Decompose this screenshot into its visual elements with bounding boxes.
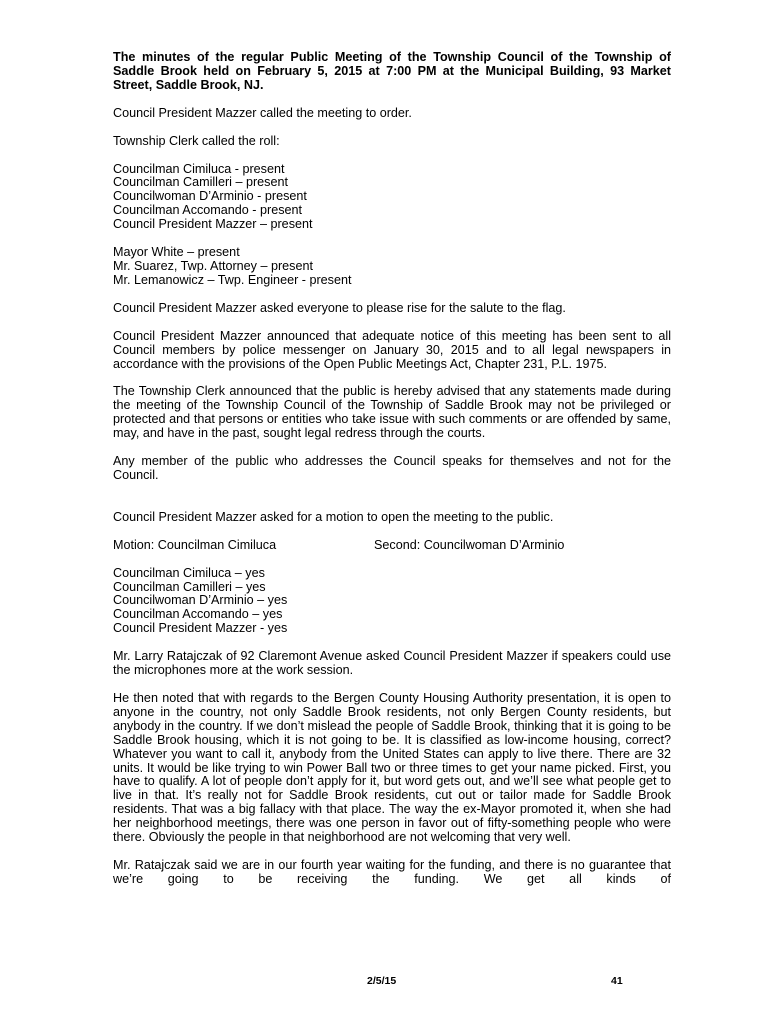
roll-entry: Councilman Accomando - present <box>113 203 303 218</box>
vote-entry: Councilman Camilleri – yes <box>113 579 266 594</box>
roll-entry: Councilwoman D’Arminio - present <box>113 189 307 204</box>
ratajczak-housing-paragraph: He then noted that with regards to the Bergen County Housing Authority presentation, it is open to anyone in the country, not only Saddle Brook residents, not only Bergen County residents, but anybody in the country. If we don’t mislead the people of Saddle Brook, thinking that it is going to be Saddle Brook housing, which it is not going to be. It is classified as low-income housing, correct? Whatever you want to call it, anybody from the United States can apply to live there. There are 32 units. It would be like trying to win Power Ball two or three times to get your name picked. First, you have to qualify. A lot of people don’t apply for it, but word gets out, and we’ll see what people get to live in that. It’s really not for Saddle Brook residents, cut out or tailor made for Saddle Brook residents. That was a big fallacy with that place. The way the ex-Mayor promoted it, when she had her neighborhood meetings, there was one person in favor out of fifty-something people who were there. Obviously the people in that neighborhood are not welcoming that very well. <box>113 691 671 845</box>
vote-entry: Council President Mazzer - yes <box>113 621 288 636</box>
motion-request-paragraph: Council President Mazzer asked for a motion to open the meeting to the public. <box>113 509 554 524</box>
adequate-notice-paragraph: Council President Mazzer announced that adequate notice of this meeting has been sent to all Council members by police messenger on January 30, 2015 and to all legal newspapers in accordance with the provisions of the Open Public Meetings Act, Chapter 231, P.L. 1975. <box>113 328 671 371</box>
roll-entry: Mr. Suarez, Twp. Attorney – present <box>113 258 313 273</box>
ratajczak-microphone-paragraph: Mr. Larry Ratajczak of 92 Claremont Avenue asked Council President Mazzer if speakers could use the microphones more at the work session. <box>113 649 671 678</box>
vote-list <box>113 567 671 637</box>
roll-call-intro: Township Clerk called the roll: <box>113 133 280 148</box>
vote-entry: Councilwoman D’Arminio – yes <box>113 593 288 608</box>
roll-entry: Councilman Camilleri – present <box>113 175 288 190</box>
motion-mover: Motion: Councilman Cimiluca <box>113 537 277 552</box>
minutes-heading: The minutes of the regular Public Meeting of the Township Council of the Township of Saddle Brook held on February 5, 2015 at 7:00 PM at the Municipal Building, 93 Market Street, Saddle Brook, NJ. <box>113 50 671 92</box>
footer-date: 2/5/15 <box>367 975 397 987</box>
roll-entry: Councilman Cimiluca - present <box>113 161 285 176</box>
roll-entry: Mr. Lemanowicz – Twp. Engineer - present <box>113 272 352 287</box>
flag-salute-paragraph: Council President Mazzer asked everyone to please rise for the salute to the flag. <box>113 300 566 315</box>
clerk-advisory-paragraph: The Township Clerk announced that the public is hereby advised that any statements made during the meeting of the Township Council of the Township of Saddle Brook may not be privileged or protected and that persons or entities who take issue with such comments or are offended by same, may, and have in the past, sought legal redress through the courts. <box>113 384 671 441</box>
public-member-paragraph: Any member of the public who addresses the Council speaks for themselves and not for the Council. <box>113 454 671 482</box>
spacer <box>113 497 671 511</box>
roll-entry: Council President Mazzer – present <box>113 217 313 232</box>
vote-entry: Councilman Accomando – yes <box>113 607 283 622</box>
call-to-order-paragraph: Council President Mazzer called the meeting to order. <box>113 105 412 120</box>
footer-page-number: 41 <box>611 975 623 987</box>
officials-roll-list <box>113 246 671 288</box>
ratajczak-funding-paragraph: Mr. Ratajczak said we are in our fourth year waiting for the funding, and there is no guarantee that we’re going to be receiving the funding. We get all kinds of <box>113 857 671 886</box>
motion-second: Second: Councilwoman D’Arminio <box>374 537 565 552</box>
minutes-page <box>113 51 671 901</box>
council-roll-list <box>113 163 671 233</box>
vote-entry: Councilman Cimiluca – yes <box>113 565 265 580</box>
roll-entry: Mayor White – present <box>113 245 240 260</box>
motion-line <box>113 539 671 553</box>
